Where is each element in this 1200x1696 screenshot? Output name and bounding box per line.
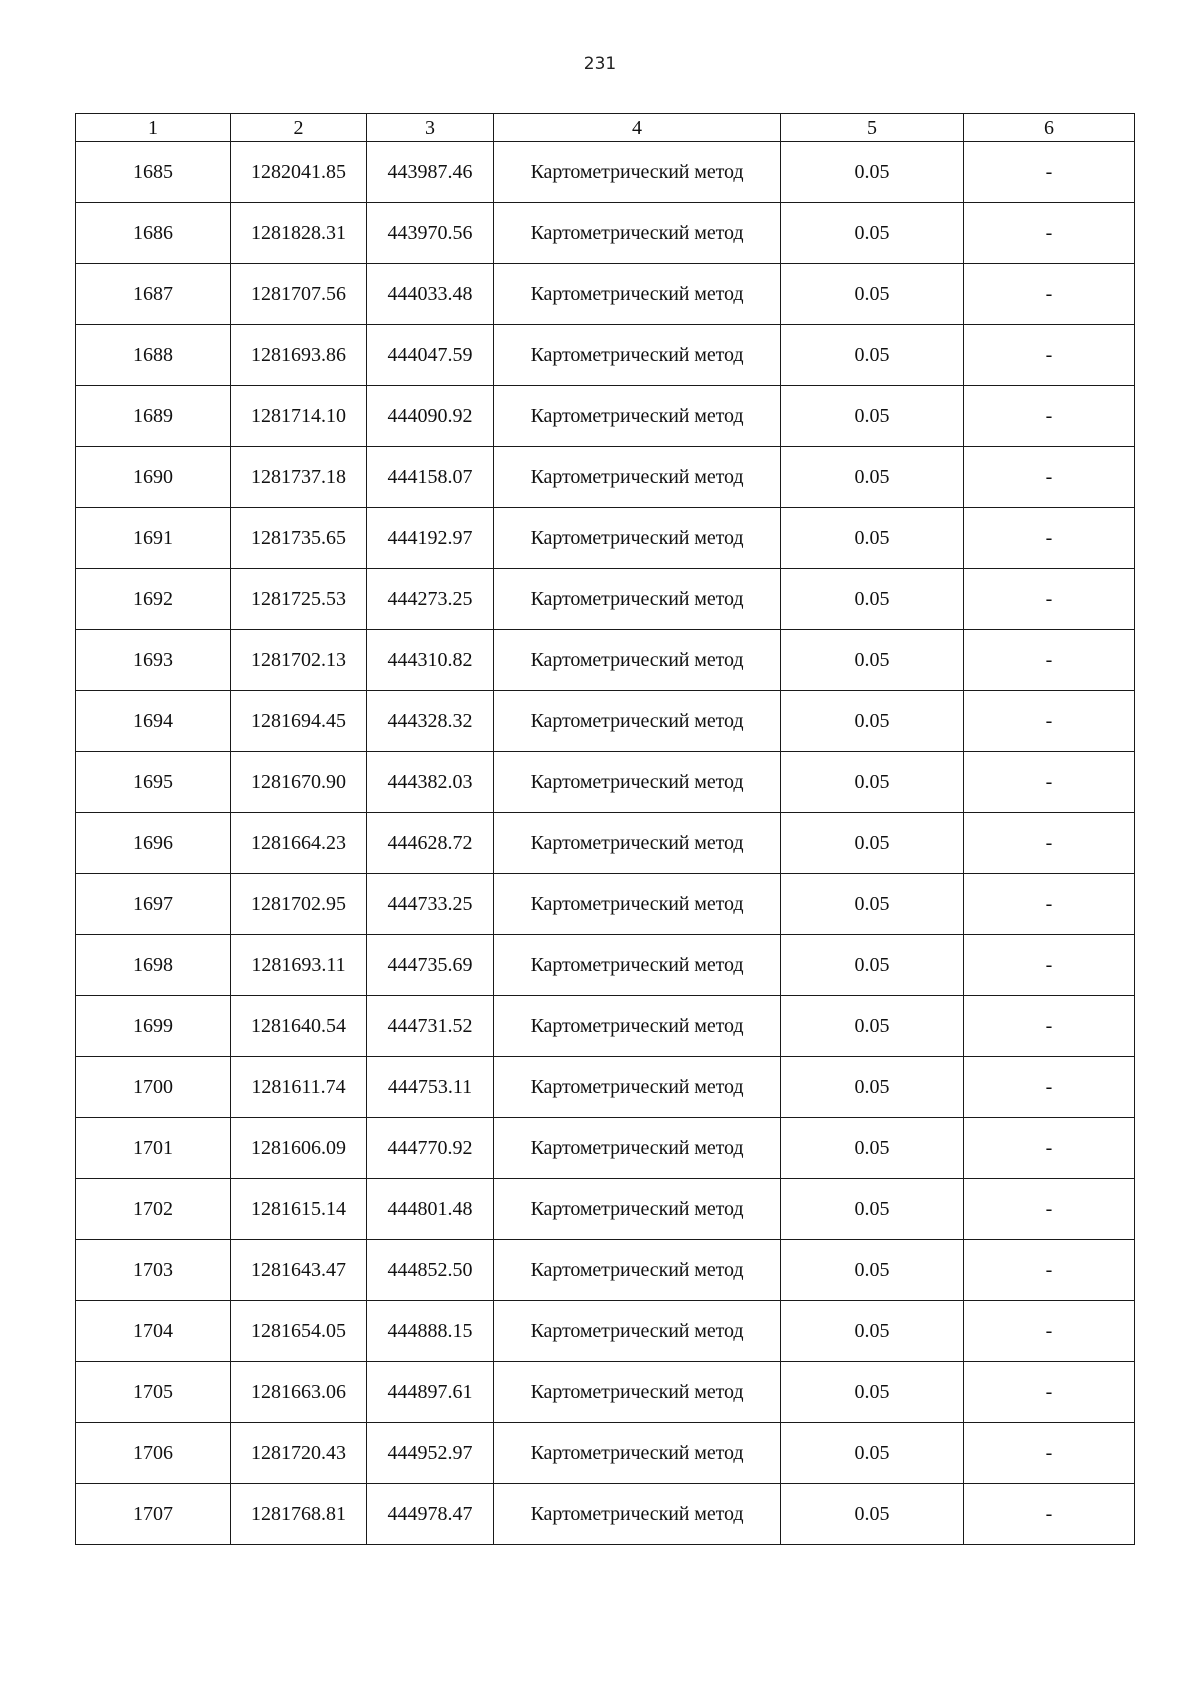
note-cell: - [964, 1484, 1135, 1545]
note-cell: - [964, 1301, 1135, 1362]
note-cell: - [964, 386, 1135, 447]
note-cell: - [964, 1423, 1135, 1484]
y-coordinate-cell: 444328.32 [367, 691, 494, 752]
note-cell: - [964, 691, 1135, 752]
y-coordinate-cell: 444733.25 [367, 874, 494, 935]
column-header-2: 2 [231, 114, 367, 142]
table-body [76, 142, 1135, 1545]
note-cell: - [964, 630, 1135, 691]
method-cell: Картометрический метод [494, 1240, 781, 1301]
accuracy-cell: 0.05 [781, 752, 964, 813]
table-row [76, 569, 1135, 630]
method-cell: Картометрический метод [494, 1484, 781, 1545]
point-number-cell: 1702 [76, 1179, 231, 1240]
y-coordinate-cell: 444090.92 [367, 386, 494, 447]
x-coordinate-cell: 1281828.31 [231, 203, 367, 264]
accuracy-cell: 0.05 [781, 203, 964, 264]
y-coordinate-cell: 444888.15 [367, 1301, 494, 1362]
y-coordinate-cell: 444628.72 [367, 813, 494, 874]
y-coordinate-cell: 444770.92 [367, 1118, 494, 1179]
x-coordinate-cell: 1281714.10 [231, 386, 367, 447]
accuracy-cell: 0.05 [781, 996, 964, 1057]
accuracy-cell: 0.05 [781, 569, 964, 630]
table-row [76, 447, 1135, 508]
method-cell: Картометрический метод [494, 630, 781, 691]
x-coordinate-cell: 1281643.47 [231, 1240, 367, 1301]
x-coordinate-cell: 1281670.90 [231, 752, 367, 813]
y-coordinate-cell: 444852.50 [367, 1240, 494, 1301]
table-row [76, 935, 1135, 996]
x-coordinate-cell: 1281702.95 [231, 874, 367, 935]
note-cell: - [964, 203, 1135, 264]
y-coordinate-cell: 444731.52 [367, 996, 494, 1057]
table-row [76, 1057, 1135, 1118]
header-row [76, 114, 1135, 142]
note-cell: - [964, 996, 1135, 1057]
note-cell: - [964, 142, 1135, 203]
table-row [76, 752, 1135, 813]
table-row [76, 813, 1135, 874]
table-row [76, 1362, 1135, 1423]
method-cell: Картометрический метод [494, 1301, 781, 1362]
table-row [76, 1118, 1135, 1179]
accuracy-cell: 0.05 [781, 935, 964, 996]
point-number-cell: 1697 [76, 874, 231, 935]
x-coordinate-cell: 1281707.56 [231, 264, 367, 325]
method-cell: Картометрический метод [494, 1423, 781, 1484]
coordinates-table [75, 113, 1135, 1545]
accuracy-cell: 0.05 [781, 813, 964, 874]
point-number-cell: 1707 [76, 1484, 231, 1545]
table-row [76, 264, 1135, 325]
note-cell: - [964, 874, 1135, 935]
method-cell: Картометрический метод [494, 1362, 781, 1423]
point-number-cell: 1695 [76, 752, 231, 813]
note-cell: - [964, 264, 1135, 325]
column-header-1: 1 [76, 114, 231, 142]
point-number-cell: 1685 [76, 142, 231, 203]
y-coordinate-cell: 444978.47 [367, 1484, 494, 1545]
method-cell: Картометрический метод [494, 752, 781, 813]
x-coordinate-cell: 1281606.09 [231, 1118, 367, 1179]
point-number-cell: 1696 [76, 813, 231, 874]
column-header-5: 5 [781, 114, 964, 142]
x-coordinate-cell: 1281725.53 [231, 569, 367, 630]
point-number-cell: 1689 [76, 386, 231, 447]
note-cell: - [964, 325, 1135, 386]
x-coordinate-cell: 1281615.14 [231, 1179, 367, 1240]
y-coordinate-cell: 443987.46 [367, 142, 494, 203]
accuracy-cell: 0.05 [781, 386, 964, 447]
method-cell: Картометрический метод [494, 813, 781, 874]
note-cell: - [964, 508, 1135, 569]
note-cell: - [964, 447, 1135, 508]
table-row [76, 386, 1135, 447]
accuracy-cell: 0.05 [781, 142, 964, 203]
table-row [76, 874, 1135, 935]
y-coordinate-cell: 444273.25 [367, 569, 494, 630]
table-row [76, 1423, 1135, 1484]
point-number-cell: 1693 [76, 630, 231, 691]
x-coordinate-cell: 1281693.86 [231, 325, 367, 386]
point-number-cell: 1692 [76, 569, 231, 630]
table-row [76, 203, 1135, 264]
x-coordinate-cell: 1281664.23 [231, 813, 367, 874]
point-number-cell: 1687 [76, 264, 231, 325]
point-number-cell: 1704 [76, 1301, 231, 1362]
table-row [76, 1179, 1135, 1240]
note-cell: - [964, 1118, 1135, 1179]
method-cell: Картометрический метод [494, 1118, 781, 1179]
point-number-cell: 1701 [76, 1118, 231, 1179]
column-header-4: 4 [494, 114, 781, 142]
note-cell: - [964, 569, 1135, 630]
accuracy-cell: 0.05 [781, 508, 964, 569]
table-row [76, 325, 1135, 386]
method-cell: Картометрический метод [494, 1057, 781, 1118]
x-coordinate-cell: 1281654.05 [231, 1301, 367, 1362]
x-coordinate-cell: 1282041.85 [231, 142, 367, 203]
x-coordinate-cell: 1281663.06 [231, 1362, 367, 1423]
point-number-cell: 1699 [76, 996, 231, 1057]
accuracy-cell: 0.05 [781, 874, 964, 935]
method-cell: Картометрический метод [494, 1179, 781, 1240]
point-number-cell: 1691 [76, 508, 231, 569]
x-coordinate-cell: 1281768.81 [231, 1484, 367, 1545]
accuracy-cell: 0.05 [781, 1118, 964, 1179]
table-row [76, 1484, 1135, 1545]
table-row [76, 142, 1135, 203]
point-number-cell: 1706 [76, 1423, 231, 1484]
table-row [76, 508, 1135, 569]
y-coordinate-cell: 444158.07 [367, 447, 494, 508]
accuracy-cell: 0.05 [781, 264, 964, 325]
method-cell: Картометрический метод [494, 325, 781, 386]
table-header [76, 114, 1135, 142]
method-cell: Картометрический метод [494, 508, 781, 569]
accuracy-cell: 0.05 [781, 447, 964, 508]
note-cell: - [964, 813, 1135, 874]
accuracy-cell: 0.05 [781, 1484, 964, 1545]
y-coordinate-cell: 443970.56 [367, 203, 494, 264]
column-header-3: 3 [367, 114, 494, 142]
y-coordinate-cell: 444801.48 [367, 1179, 494, 1240]
method-cell: Картометрический метод [494, 386, 781, 447]
point-number-cell: 1688 [76, 325, 231, 386]
method-cell: Картометрический метод [494, 691, 781, 752]
y-coordinate-cell: 444192.97 [367, 508, 494, 569]
method-cell: Картометрический метод [494, 142, 781, 203]
method-cell: Картометрический метод [494, 264, 781, 325]
note-cell: - [964, 1057, 1135, 1118]
table-row [76, 1301, 1135, 1362]
accuracy-cell: 0.05 [781, 630, 964, 691]
accuracy-cell: 0.05 [781, 325, 964, 386]
y-coordinate-cell: 444735.69 [367, 935, 494, 996]
x-coordinate-cell: 1281737.18 [231, 447, 367, 508]
x-coordinate-cell: 1281735.65 [231, 508, 367, 569]
method-cell: Картометрический метод [494, 569, 781, 630]
x-coordinate-cell: 1281702.13 [231, 630, 367, 691]
note-cell: - [964, 935, 1135, 996]
accuracy-cell: 0.05 [781, 691, 964, 752]
accuracy-cell: 0.05 [781, 1301, 964, 1362]
method-cell: Картометрический метод [494, 447, 781, 508]
point-number-cell: 1700 [76, 1057, 231, 1118]
method-cell: Картометрический метод [494, 203, 781, 264]
x-coordinate-cell: 1281694.45 [231, 691, 367, 752]
note-cell: - [964, 1362, 1135, 1423]
x-coordinate-cell: 1281720.43 [231, 1423, 367, 1484]
note-cell: - [964, 752, 1135, 813]
table-row [76, 630, 1135, 691]
y-coordinate-cell: 444753.11 [367, 1057, 494, 1118]
point-number-cell: 1703 [76, 1240, 231, 1301]
accuracy-cell: 0.05 [781, 1423, 964, 1484]
x-coordinate-cell: 1281693.11 [231, 935, 367, 996]
y-coordinate-cell: 444382.03 [367, 752, 494, 813]
y-coordinate-cell: 444033.48 [367, 264, 494, 325]
point-number-cell: 1698 [76, 935, 231, 996]
method-cell: Картометрический метод [494, 935, 781, 996]
column-header-6: 6 [964, 114, 1135, 142]
table-row [76, 691, 1135, 752]
y-coordinate-cell: 444952.97 [367, 1423, 494, 1484]
y-coordinate-cell: 444897.61 [367, 1362, 494, 1423]
page-number: 231 [583, 54, 617, 74]
note-cell: - [964, 1179, 1135, 1240]
y-coordinate-cell: 444047.59 [367, 325, 494, 386]
accuracy-cell: 0.05 [781, 1362, 964, 1423]
note-cell: - [964, 1240, 1135, 1301]
point-number-cell: 1690 [76, 447, 231, 508]
method-cell: Картометрический метод [494, 874, 781, 935]
x-coordinate-cell: 1281640.54 [231, 996, 367, 1057]
accuracy-cell: 0.05 [781, 1057, 964, 1118]
y-coordinate-cell: 444310.82 [367, 630, 494, 691]
method-cell: Картометрический метод [494, 996, 781, 1057]
point-number-cell: 1705 [76, 1362, 231, 1423]
x-coordinate-cell: 1281611.74 [231, 1057, 367, 1118]
table-row [76, 1240, 1135, 1301]
accuracy-cell: 0.05 [781, 1240, 964, 1301]
point-number-cell: 1686 [76, 203, 231, 264]
point-number-cell: 1694 [76, 691, 231, 752]
table-row [76, 996, 1135, 1057]
accuracy-cell: 0.05 [781, 1179, 964, 1240]
